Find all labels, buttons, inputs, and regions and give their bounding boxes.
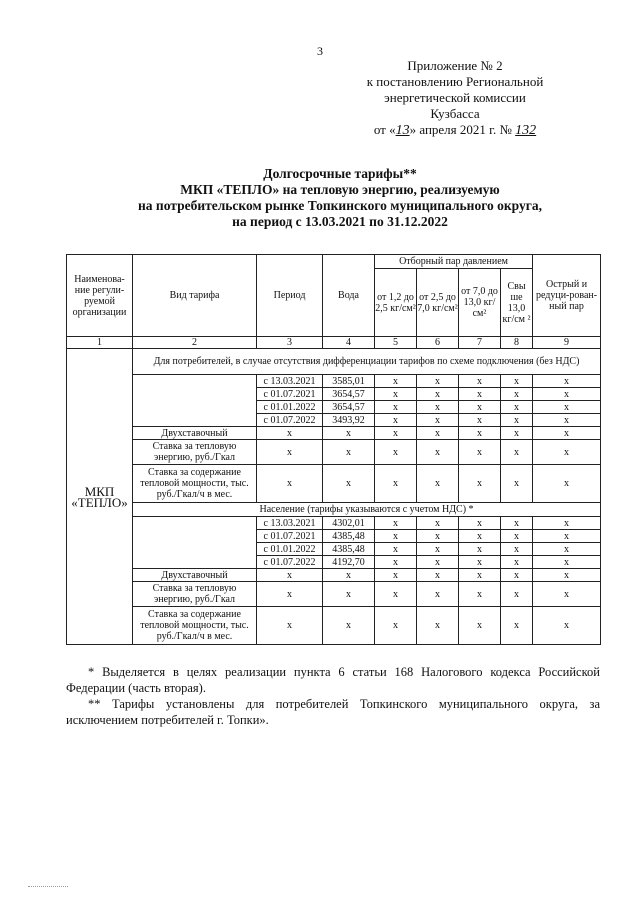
date-day: 13 — [395, 123, 410, 138]
steam-1-value: х — [375, 517, 417, 530]
heat-rate-value: х — [323, 440, 375, 465]
document-title — [40, 166, 640, 230]
water-value: 4192,70 — [323, 556, 375, 569]
steam-1-value: х — [375, 388, 417, 401]
footnote-consumers: ** Тарифы установлены для потребителей Топкинского муниципального округа, за исключением потребителей г. Топки». — [66, 697, 600, 727]
steam-4-value: х — [501, 530, 533, 543]
period-cell: с 01.01.2022 — [257, 401, 323, 414]
two-rate-label: Двухставочный — [133, 427, 257, 440]
header-steam-group: Отборный пар давлением — [375, 255, 533, 269]
col-number: 6 — [417, 337, 459, 349]
heat-rate-value: х — [417, 440, 459, 465]
steam-1-value: х — [375, 414, 417, 427]
date-prefix: от « — [373, 122, 396, 137]
steam-4-value: х — [501, 414, 533, 427]
header-tariff-type: Вид тарифа — [133, 255, 257, 337]
steam-1-value: х — [375, 375, 417, 388]
col-number: 4 — [323, 337, 375, 349]
section-title: Для потребителей, в случае отсутствия дифференциации тарифов по схеме подключения (без НДС) — [133, 349, 601, 375]
water-value: 4385,48 — [323, 530, 375, 543]
capacity-rate-value: х — [459, 607, 501, 645]
sharp-steam-value: х — [533, 543, 601, 556]
header-steam-4: Свы ше 13,0 кг/см ² — [501, 269, 533, 337]
water-value: 3493,92 — [323, 414, 375, 427]
two-rate-value: х — [417, 427, 459, 440]
two-rate-value: х — [533, 427, 601, 440]
footer-dotted-mark — [28, 886, 68, 887]
period-cell: с 01.07.2022 — [257, 414, 323, 427]
col-number: 9 — [533, 337, 601, 349]
col-number: 2 — [133, 337, 257, 349]
capacity-rate-value: х — [417, 465, 459, 503]
sharp-steam-value: х — [533, 530, 601, 543]
two-rate-value: х — [257, 427, 323, 440]
capacity-rate-value: х — [375, 465, 417, 503]
two-rate-value: х — [459, 569, 501, 582]
heat-rate-value: х — [323, 582, 375, 607]
tariff-table — [66, 254, 601, 645]
capacity-rate-value: х — [501, 607, 533, 645]
steam-4-value: х — [501, 543, 533, 556]
capacity-rate-value: х — [323, 607, 375, 645]
sharp-steam-value: х — [533, 414, 601, 427]
appendix-line-1: Приложение № 2 — [407, 58, 503, 73]
appendix-line-4: Кузбасса — [430, 106, 480, 121]
capacity-rate-value: х — [375, 607, 417, 645]
steam-2-value: х — [417, 414, 459, 427]
steam-3-value: х — [459, 543, 501, 556]
capacity-rate-label: Ставка за содержание тепловой мощности, тыс. руб./Гкал/ч в мес. — [133, 465, 257, 503]
title-line-2: МКП «ТЕПЛО» на тепловую энергию, реализуемую — [180, 182, 500, 197]
capacity-rate-value: х — [257, 607, 323, 645]
two-rate-value: х — [323, 427, 375, 440]
heat-rate-value: х — [257, 440, 323, 465]
appendix-block — [330, 58, 580, 139]
period-cell: с 01.07.2021 — [257, 388, 323, 401]
col-number: 1 — [67, 337, 133, 349]
steam-4-value: х — [501, 401, 533, 414]
header-org: Наименова-ние регули-руемой организации — [67, 255, 133, 337]
header-period: Период — [257, 255, 323, 337]
period-cell: с 01.07.2021 — [257, 530, 323, 543]
period-cell: с 13.03.2021 — [257, 517, 323, 530]
steam-1-value: х — [375, 401, 417, 414]
heat-rate-value: х — [417, 582, 459, 607]
capacity-rate-value: х — [417, 607, 459, 645]
steam-2-value: х — [417, 556, 459, 569]
title-line-1: Долгосрочные тарифы** — [263, 166, 417, 181]
sharp-steam-value: х — [533, 401, 601, 414]
sharp-steam-value: х — [533, 556, 601, 569]
header-steam-2: от 2,5 до 7,0 кг/см² — [417, 269, 459, 337]
capacity-rate-value: х — [257, 465, 323, 503]
col-number: 7 — [459, 337, 501, 349]
steam-1-value: х — [375, 530, 417, 543]
two-rate-value: х — [323, 569, 375, 582]
col-number: 5 — [375, 337, 417, 349]
organization-name: МКП «ТЕПЛО» — [67, 349, 133, 645]
period-cell: с 13.03.2021 — [257, 375, 323, 388]
water-value: 3654,57 — [323, 401, 375, 414]
header-steam-3: от 7,0 до 13,0 кг/см² — [459, 269, 501, 337]
water-value: 4385,48 — [323, 543, 375, 556]
sharp-steam-value: х — [533, 388, 601, 401]
heat-rate-value: х — [533, 440, 601, 465]
steam-2-value: х — [417, 530, 459, 543]
capacity-rate-value: х — [501, 465, 533, 503]
footnote-vat: * Выделяется в целях реализации пункта 6 статьи 168 Налогового кодекса Российской Федерации (часть вторая). — [66, 665, 600, 695]
sharp-steam-value: х — [533, 375, 601, 388]
appendix-line-3: энергетической комиссии — [384, 90, 526, 105]
heat-rate-value: х — [501, 582, 533, 607]
sharp-steam-value: х — [533, 517, 601, 530]
capacity-rate-value: х — [533, 607, 601, 645]
title-line-4: на период с 13.03.2021 по 31.12.2022 — [232, 214, 448, 229]
steam-1-value: х — [375, 543, 417, 556]
heat-rate-value: х — [501, 440, 533, 465]
heat-rate-value: х — [257, 582, 323, 607]
steam-4-value: х — [501, 388, 533, 401]
steam-3-value: х — [459, 517, 501, 530]
water-value: 3585,01 — [323, 375, 375, 388]
steam-2-value: х — [417, 401, 459, 414]
title-line-3: на потребительском рынке Топкинского муниципального округа, — [138, 198, 542, 213]
two-rate-value: х — [501, 427, 533, 440]
heat-rate-value: х — [459, 440, 501, 465]
period-cell: с 01.07.2022 — [257, 556, 323, 569]
steam-4-value: х — [501, 556, 533, 569]
water-value: 3654,57 — [323, 388, 375, 401]
heat-rate-value: х — [375, 582, 417, 607]
steam-1-value: х — [375, 556, 417, 569]
section-title: Население (тарифы указываются с учетом НДС) * — [133, 503, 601, 517]
date-middle: » апреля 2021 г. № — [409, 122, 512, 137]
two-rate-value: х — [417, 569, 459, 582]
col-number: 3 — [257, 337, 323, 349]
appendix-date-line — [330, 122, 580, 139]
steam-3-value: х — [459, 556, 501, 569]
one-rate-label-cell — [133, 517, 257, 569]
heat-rate-value: х — [459, 582, 501, 607]
footnotes — [66, 664, 600, 728]
period-cell: с 01.01.2022 — [257, 543, 323, 556]
steam-2-value: х — [417, 375, 459, 388]
steam-3-value: х — [459, 375, 501, 388]
steam-2-value: х — [417, 517, 459, 530]
capacity-rate-value: х — [459, 465, 501, 503]
water-value: 4302,01 — [323, 517, 375, 530]
two-rate-value: х — [533, 569, 601, 582]
capacity-rate-value: х — [533, 465, 601, 503]
heat-rate-value: х — [375, 440, 417, 465]
steam-2-value: х — [417, 388, 459, 401]
steam-3-value: х — [459, 401, 501, 414]
two-rate-value: х — [501, 569, 533, 582]
heat-rate-label: Ставка за тепловую энергию, руб./Гкал — [133, 440, 257, 465]
steam-3-value: х — [459, 414, 501, 427]
col-number: 8 — [501, 337, 533, 349]
header-steam-1: от 1,2 до 2,5 кг/см² — [375, 269, 417, 337]
capacity-rate-label: Ставка за содержание тепловой мощности, тыс. руб./Гкал/ч в мес. — [133, 607, 257, 645]
two-rate-value: х — [459, 427, 501, 440]
one-rate-label-cell — [133, 375, 257, 427]
header-water: Вода — [323, 255, 375, 337]
two-rate-value: х — [257, 569, 323, 582]
decree-number: 132 — [515, 123, 537, 138]
steam-3-value: х — [459, 530, 501, 543]
two-rate-value: х — [375, 427, 417, 440]
heat-rate-value: х — [533, 582, 601, 607]
header-sharp-steam: Острый и редуци-рован-ный пар — [533, 255, 601, 337]
appendix-line-2: к постановлению Региональной — [366, 74, 544, 89]
steam-3-value: х — [459, 388, 501, 401]
steam-2-value: х — [417, 543, 459, 556]
two-rate-value: х — [375, 569, 417, 582]
steam-4-value: х — [501, 517, 533, 530]
capacity-rate-value: х — [323, 465, 375, 503]
heat-rate-label: Ставка за тепловую энергию, руб./Гкал — [133, 582, 257, 607]
two-rate-label: Двухставочный — [133, 569, 257, 582]
page-number: 3 — [317, 44, 323, 58]
steam-4-value: х — [501, 375, 533, 388]
